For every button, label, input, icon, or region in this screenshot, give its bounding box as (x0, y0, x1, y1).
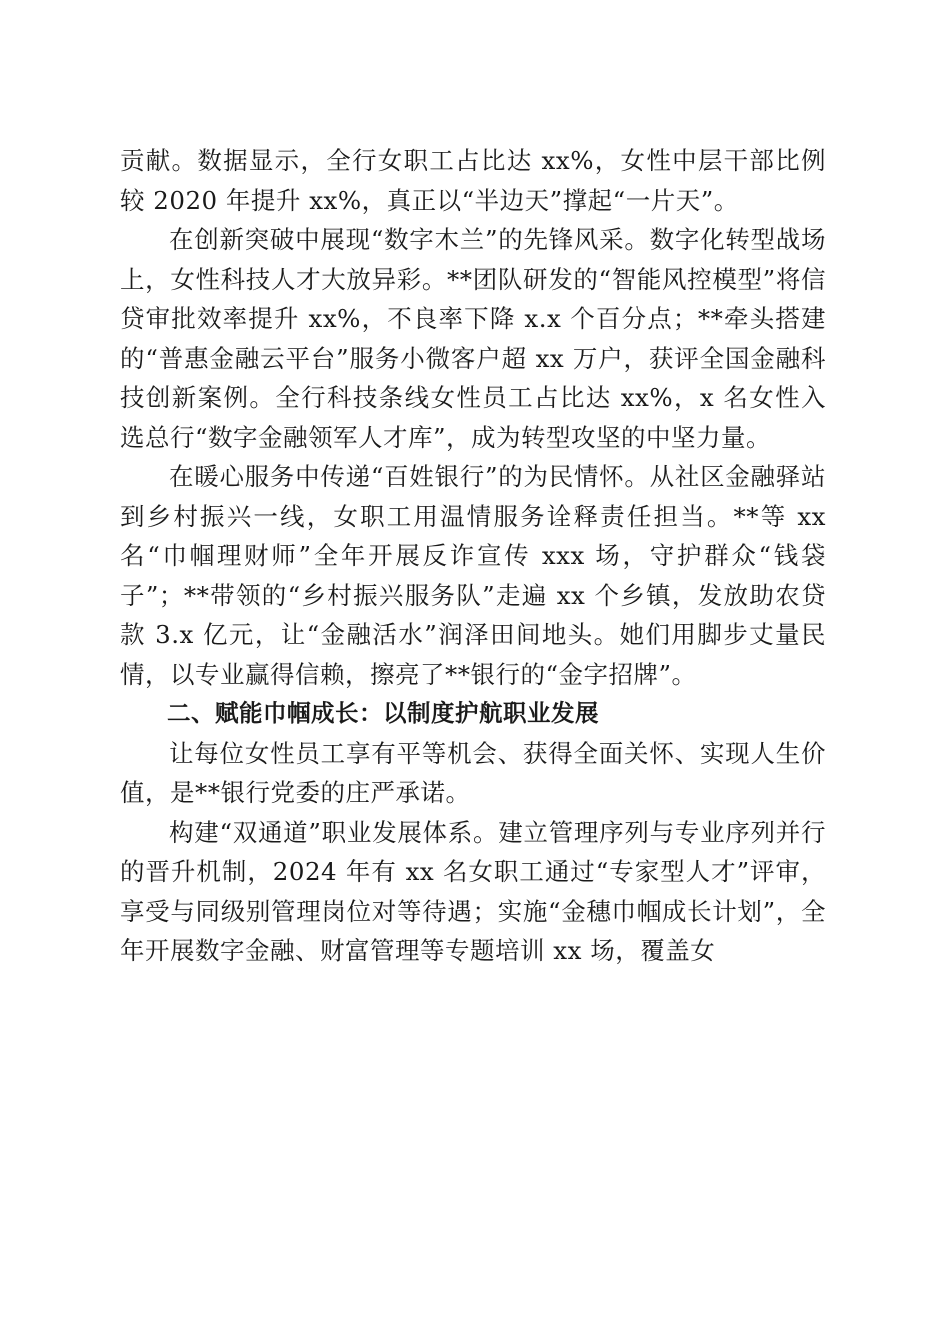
paragraph-digital-mulan: 在创新突破中展现“数字木兰”的先锋风采。数字化转型战场上，女性科技人才大放异彩。**团队研发的“智能风控模型”将信贷审批效率提升 xx%，不良率下降 x.x 个百分点；**牵头搭建的“普惠金融云平台”服务小微客户超 xx 万户，获评全国金融科技创新案例。全行科技条线女性员工占比达 xx%，x 名女性入选总行“数字金融领军人才库”，成为转型攻坚的中坚力量。 (120, 225, 826, 452)
section-heading: 二、赋能巾帼成长：以制度护航职业发展 (167, 699, 599, 727)
paragraph-data-summary: 贡献。数据显示，全行女职工占比达 xx%，女性中层干部比例较 2020 年提升 xx%，真正以“半边天”撑起“一片天”。 (120, 146, 826, 215)
paragraph-caring-service: 在暖心服务中传递“百姓银行”的为民情怀。从社区金融驿站到乡村振兴一线，女职工用温情服务诠释责任担当。**等 xx 名“巾帼理财师”全年开展反诈宣传 xxx 场，守护群众“钱袋子”；**带领的“乡村振兴服务队”走遍 xx 个乡镇，发放助农贷款 3.x 亿元，让“金融活水”润泽田间地头。她们用脚步丈量民情，以专业赢得信赖，擦亮了**银行的“金字招牌”。 (120, 462, 826, 689)
document-body (120, 141, 826, 971)
paragraph-dual-channel: 构建“双通道”职业发展体系。建立管理序列与专业序列并行的晋升机制，2024 年有 xx 名女职工通过“专家型人才”评审，享受与同级别管理岗位对等待遇；实施“金穗巾帼成长计划”，全年开展数字金融、财富管理等专题培训 xx 场，覆盖女 (120, 817, 826, 965)
paragraph-commitment: 让每位女性员工享有平等机会、获得全面关怀、实现人生价值，是**银行党委的庄严承诺。 (120, 738, 826, 807)
